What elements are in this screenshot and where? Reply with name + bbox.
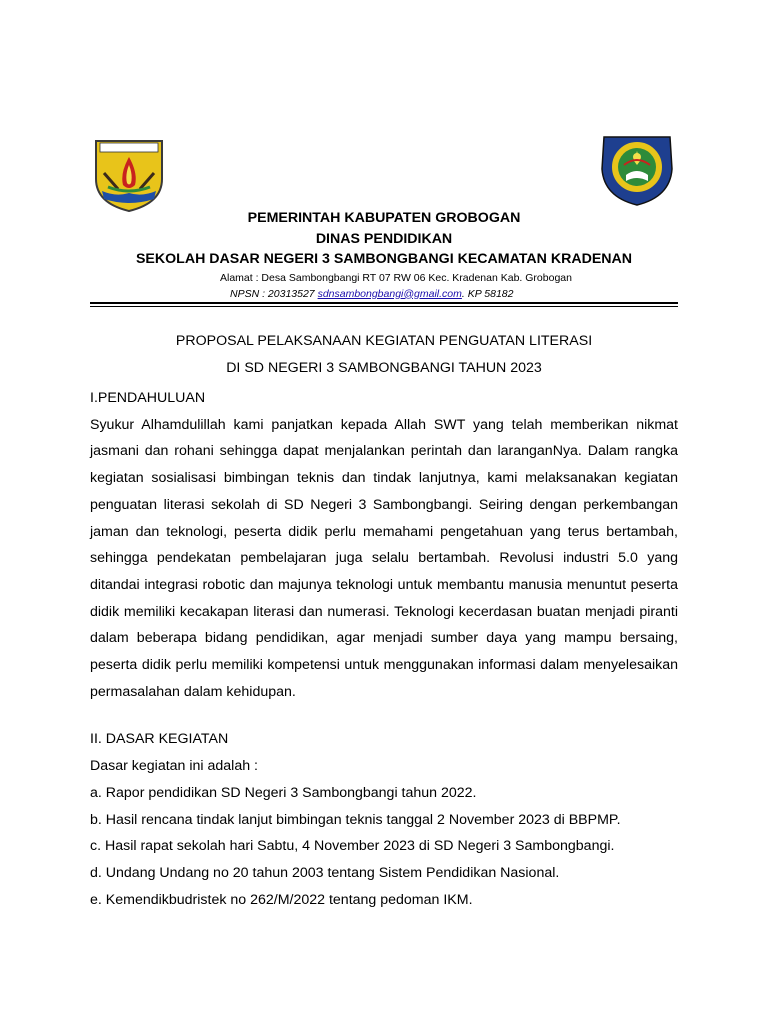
- proposal-title-line-2: DI SD NEGERI 3 SAMBONGBANGI TAHUN 2023: [226, 360, 542, 376]
- introduction-paragraph: Syukur Alhamdulillah kami panjatkan kepada Allah SWT yang telah memberikan nikmat jasmani dan rohani sehingga dapat menjalankan perintah dan laranganNya. Dalam rangka kegiatan sosialisasi bimbingan teknis dan tindak lanjutnya, kami melaksanakan kegiatan penguatan literasi sekolah di SD Negeri 3 Sambongbangi. Seiring dengan perkembangan jaman dan teknologi, peserta didik perlu memahami pengetahuan yang terus bertambah, sehingga pendekatan pembelajaran juga selalu bertambah. Revolusi industri 5.0 yang ditandai integrasi robotic dan majunya teknologi untuk membantu manusia menuntut peserta didik memiliki kecakapan literasi dan numerasi. Teknologi kecerdasan buatan menjadi piranti dalam beberapa bidang pendidikan, agar menjadi sumber daya yang mampu bersaing, peserta didik perlu memiliki kompetensi untuk menggunakan informasi dalam menyelesaikan permasalahan dalam kehidupan.: [90, 416, 678, 700]
- letterhead-contact: [230, 286, 678, 302]
- school-email-link[interactable]: sdnsambongbangi@gmail.com: [317, 287, 462, 300]
- proposal-title-line-1: PROPOSAL PELAKSANAAN KEGIATAN PENGUATAN LITERASI: [175, 333, 593, 349]
- letterhead-school: SEKOLAH DASAR NEGERI 3 SAMBONGBANGI KECAMATAN KRADENAN: [135, 251, 633, 267]
- basis-item-c: c. Hasil rapat sekolah hari Sabtu, 4 November 2023 di SD Negeri 3 Sambongbangi.: [90, 838, 615, 855]
- section-heading-basis: II. DASAR KEGIATAN: [90, 731, 229, 748]
- letterhead-agency: DINAS PENDIDIKAN: [315, 230, 453, 247]
- postal-code-text: . KP 58182: [461, 287, 514, 300]
- letterhead-divider-thick: [90, 302, 678, 304]
- basis-item-b: b. Hasil rencana tindak lanjut bimbingan teknis tanggal 2 November 2023 di BBPMP.: [90, 811, 621, 828]
- letterhead-government: PEMERINTAH KABUPATEN GROBOGAN: [247, 210, 521, 226]
- letterhead-divider-thin: [90, 306, 678, 307]
- document-body: [90, 385, 678, 913]
- kabupaten-grobogan-logo-icon: [90, 133, 168, 213]
- npsn-text: NPSN : 20313527: [230, 287, 318, 300]
- sd-negeri-3-sambongbangi-logo-icon: [596, 129, 678, 209]
- section-spacer: [90, 705, 678, 726]
- basis-item-e: e. Kemendikbudristek no 262/M/2022 tentang pedoman IKM.: [90, 891, 473, 908]
- section-heading-introduction: I.PENDAHULUAN: [90, 390, 206, 406]
- basis-item-d: d. Undang Undang no 20 tahun 2003 tentang Sistem Pendidikan Nasional.: [90, 864, 560, 881]
- basis-intro: Dasar kegiatan ini adalah :: [90, 758, 258, 775]
- basis-item-a: a. Rapor pendidikan SD Negeri 3 Sambongbangi tahun 2022.: [90, 784, 477, 801]
- letterhead: [90, 208, 678, 302]
- letterhead-address: Alamat : Desa Sambongbangi RT 07 RW 06 Kec. Kradenan Kab. Grobogan: [220, 271, 572, 284]
